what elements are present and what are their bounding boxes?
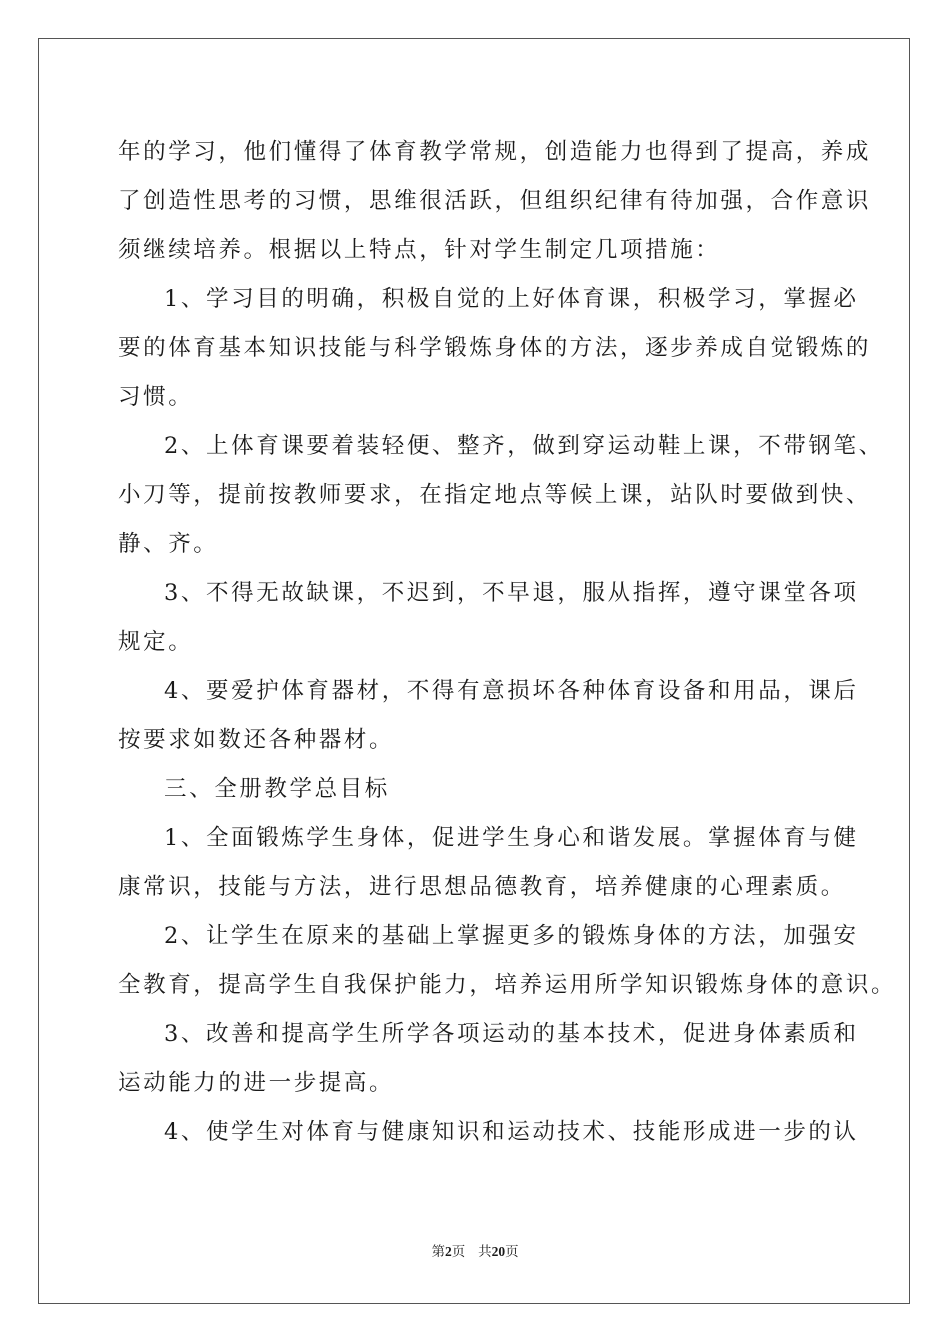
footer-prefix: 第	[431, 1244, 445, 1260]
page-footer	[0, 1242, 950, 1262]
text-line: 按要求如数还各种器材。	[118, 727, 395, 753]
paragraph-first-line: 4、使学生对体育与健康知识和运动技术、技能形成进一步的认	[164, 1119, 859, 1145]
text-line: 规定。	[118, 629, 194, 655]
paragraph-first-line: 1、全面锻炼学生身体，促进学生身心和谐发展。掌握体育与健	[164, 825, 859, 851]
text-line: 小刀等，提前按教师要求，在指定地点等候上课，站队时要做到快、	[118, 482, 872, 508]
text-line: 须继续培养。根据以上特点，针对学生制定几项措施：	[118, 237, 721, 263]
text-line: 运动能力的进一步提高。	[118, 1070, 395, 1096]
paragraph-first-line: 3、改善和提高学生所学各项运动的基本技术，促进身体素质和	[164, 1021, 859, 1047]
section-heading: 三、全册教学总目标	[164, 776, 390, 802]
total-page-count: 20	[491, 1244, 506, 1259]
text-line: 静、齐。	[118, 531, 219, 557]
paragraph-first-line: 2、上体育课要着装轻便、整齐，做到穿运动鞋上课，不带钢笔、	[164, 433, 884, 459]
text-line: 全教育，提高学生自我保护能力，培养运用所学知识锻炼身体的意识。	[118, 972, 897, 998]
footer-page-suffix: 页	[451, 1244, 466, 1260]
text-line: 要的体育基本知识技能与科学锻炼身体的方法，逐步养成自觉锻炼的	[118, 335, 872, 361]
text-line: 习惯。	[118, 384, 194, 410]
paragraph-first-line: 4、要爱护体育器材，不得有意损坏各种体育设备和用品，课后	[164, 678, 859, 704]
text-line: 了创造性思考的习惯，思维很活跃，但组织纪律有待加强，合作意识	[118, 188, 872, 214]
current-page-number: 2	[444, 1244, 452, 1259]
paragraph-first-line: 2、让学生在原来的基础上掌握更多的锻炼身体的方法，加强安	[164, 923, 859, 949]
footer-total-prefix: 共	[478, 1244, 492, 1260]
document-body	[118, 128, 897, 1157]
footer-total-suffix: 页	[505, 1244, 519, 1260]
paragraph-first-line: 3、不得无故缺课，不迟到，不早退，服从指挥，遵守课堂各项	[164, 580, 859, 606]
paragraph-first-line: 1、学习目的明确，积极自觉的上好体育课，积极学习，掌握必	[164, 286, 859, 312]
text-line: 康常识，技能与方法，进行思想品德教育，培养健康的心理素质。	[118, 874, 846, 900]
text-line: 年的学习，他们懂得了体育教学常规，创造能力也得到了提高，养成	[118, 139, 872, 165]
